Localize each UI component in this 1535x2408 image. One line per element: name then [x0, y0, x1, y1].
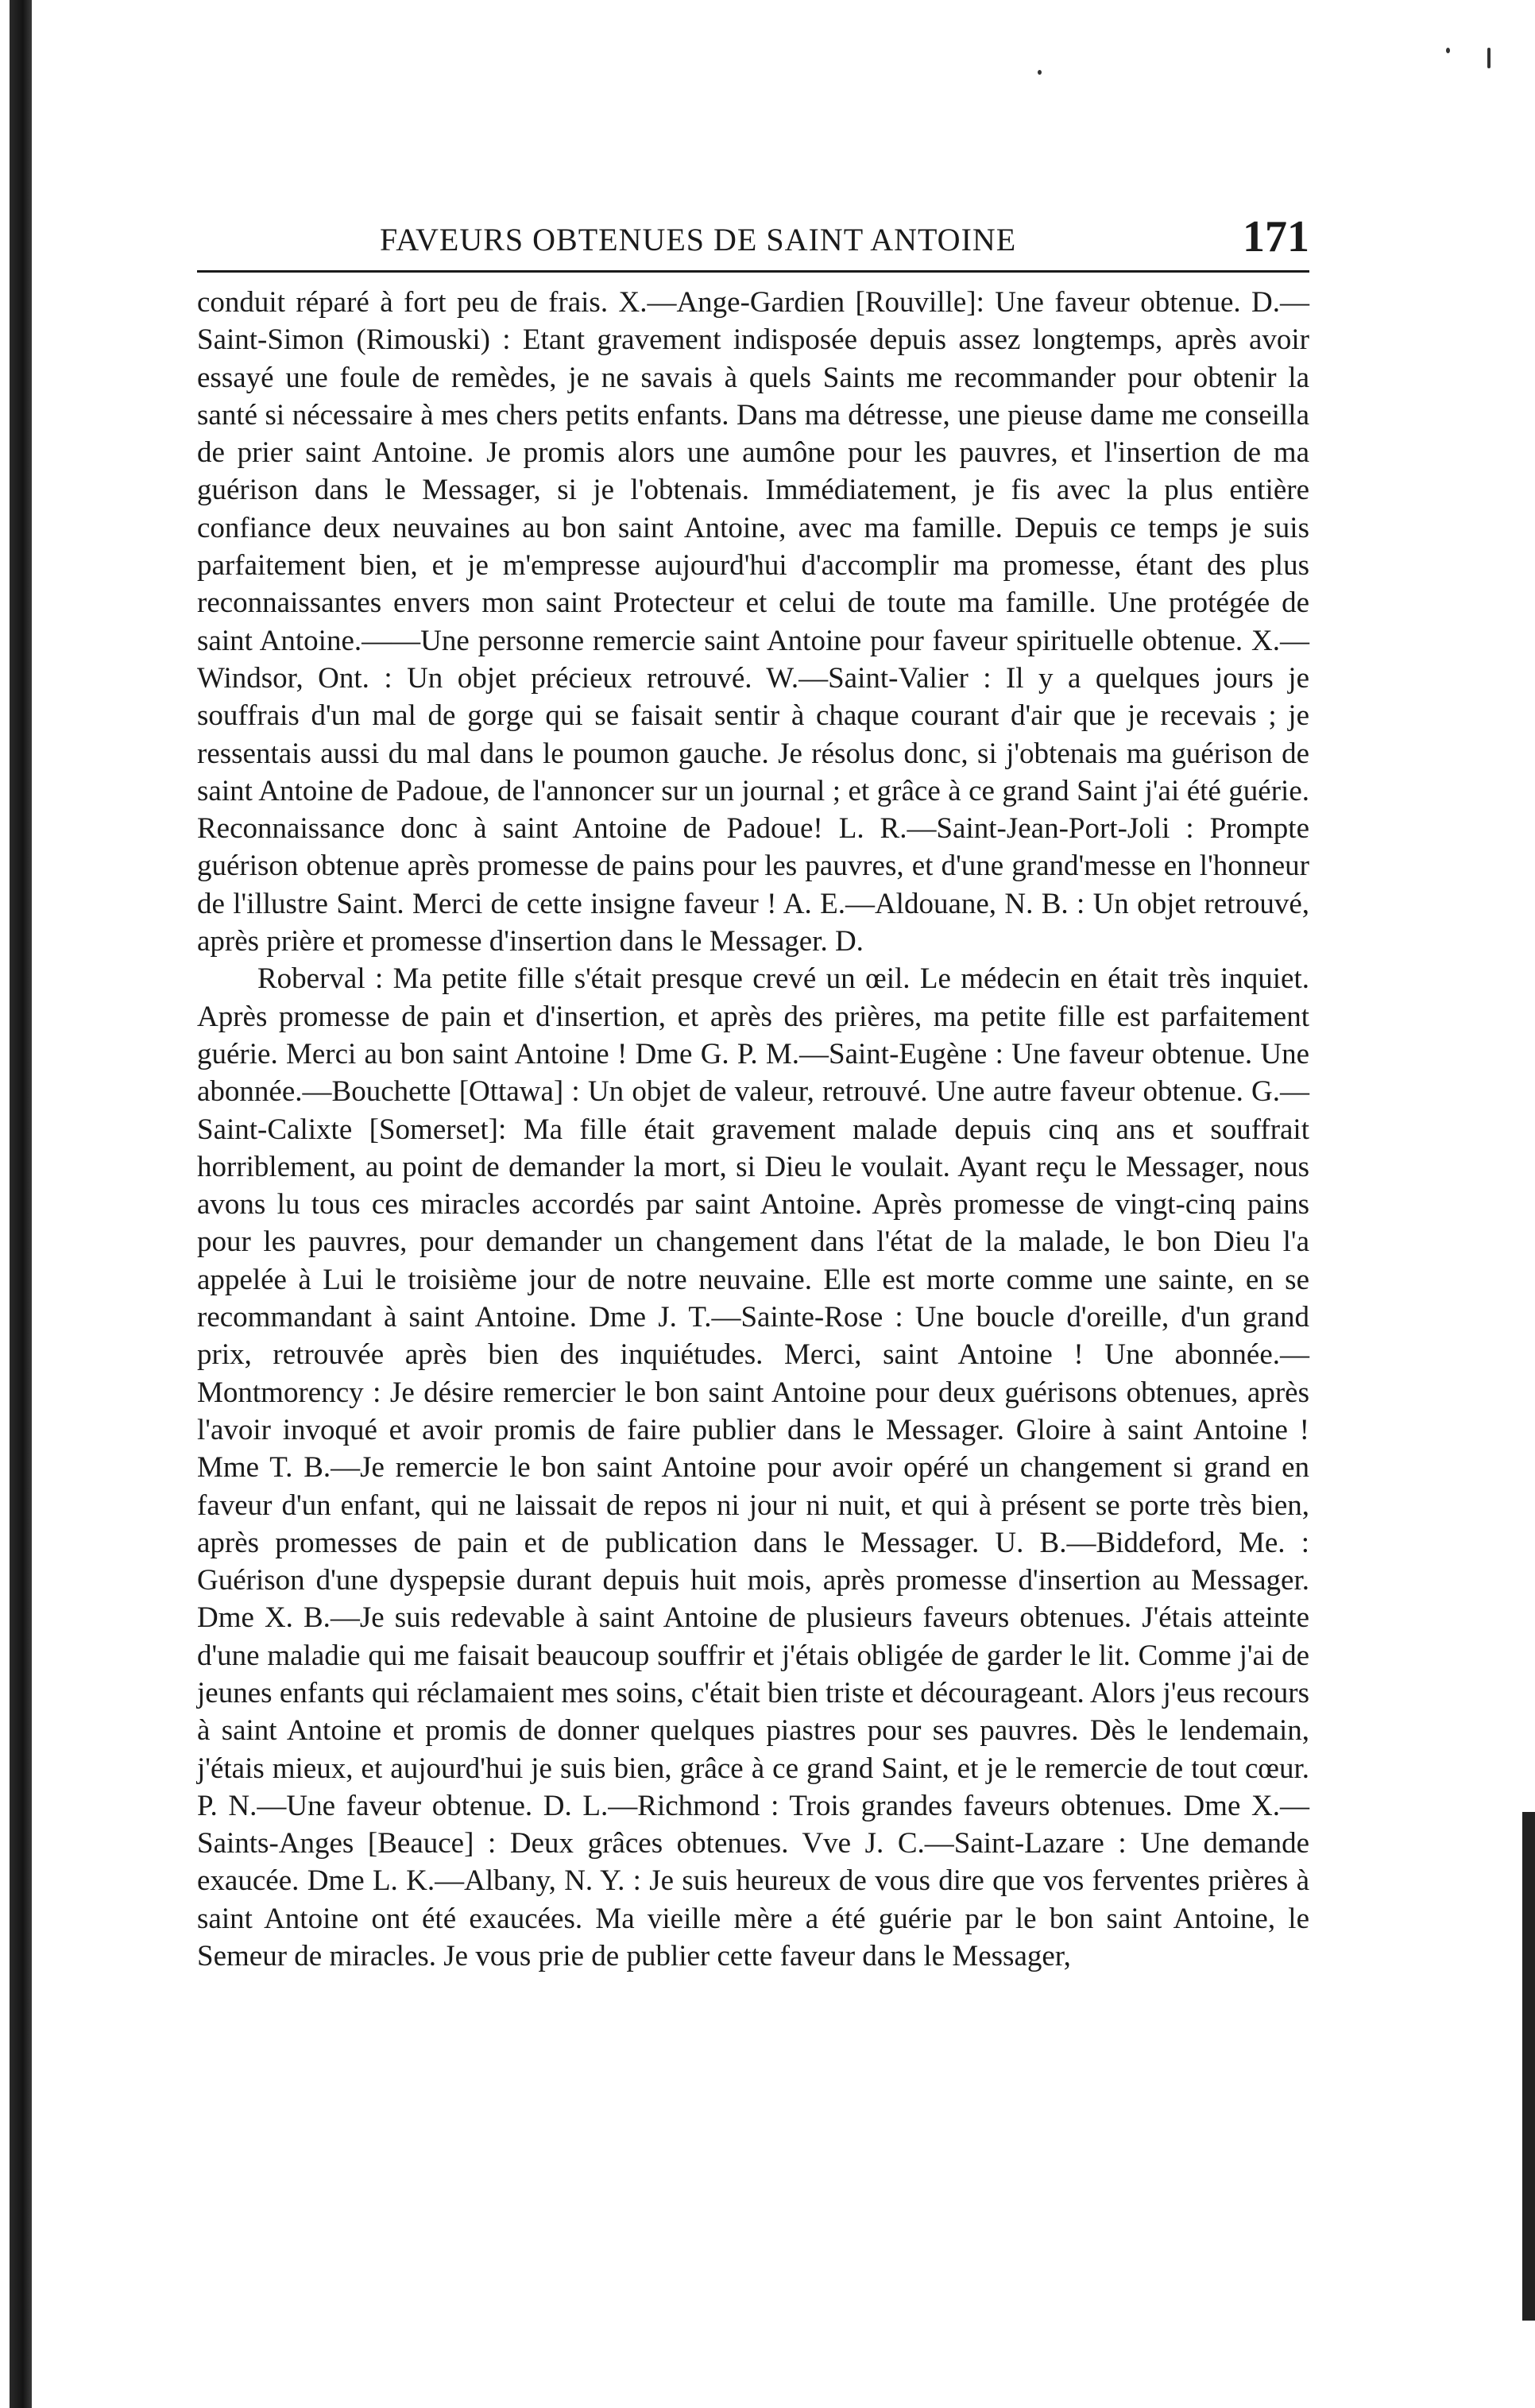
page-edge-shadow: [1522, 1812, 1535, 2321]
print-speck: [1038, 70, 1042, 75]
paragraph: Roberval : Ma petite fille s'était presque crevé un œil. Le médecin en était très inquiet. Après promesse de pain et d'insertion, et après des prières, ma petite fille est parfaitement guérie. Merci au bon saint Antoine ! Dme G. P. M.—Saint-Eugène : Une faveur obtenue. Une abonnée.—Bouchette [Ottawa] : Un objet de valeur, retrouvé. Une autre faveur obtenue. G.—Saint-Calixte [Somerset]: Ma fille était gravement malade depuis cinq ans et souffrait horriblement, au point de demander la mort, si Dieu le voulait. Ayant reçu le Messager, nous avons lu tous ces miracles accordés par saint Antoine. Après promesse de vingt-cinq pains pour les pauvres, pour demander un changement dans l'état de la malade, le bon Dieu l'a appelée à Lui le troisième jour de notre neuvaine. Elle est morte comme une sainte, en se recommandant à saint Antoine. Dme J. T.—Sainte-Rose : Une boucle d'oreille, d'un grand prix, retrouvée après bien des inquiétudes. Merci, saint Antoine ! Une abonnée.—Montmorency : Je désire remercier le bon saint Antoine pour deux guérisons obtenues, après l'avoir invoqué et avoir promis de faire publier dans le Messager. Gloire à saint Antoine ! Mme T. B.—Je remercie le bon saint Antoine pour avoir opéré un changement si grand en faveur d'un enfant, qui ne laissait de repos ni jour ni nuit, et qui à présent se porte très bien, après promesses de pain et de publication dans le Messager. U. B.—Biddeford, Me. : Guérison d'une dyspepsie durant depuis huit mois, après promesse d'insertion au Messager. Dme X. B.—Je suis redevable à saint Antoine de plusieurs faveurs obtenues. J'étais atteinte d'une maladie qui me faisait beaucoup souffrir et j'étais obligée de garder le lit. Comme j'ai de jeunes enfants qui réclamaient mes soins, c'était bien triste et décourageant. Alors j'eus recours à saint Antoine et promis de donner quelques piastres pour ses pauvres. Dès le lendemain, j'étais mieux, et aujourd'hui je suis bien, grâce à ce grand Saint, et je le remercie de tout cœur. P. N.—Une faveur obtenue. D. L.—Richmond : Trois grandes faveurs obtenues. Dme X.—Saints-Anges [Beauce] : Deux grâces obtenues. Vve J. C.—Saint-Lazare : Une demande exaucée. Dme L. K.—Albany, N. Y. : Je suis heureux de vous dire que vos ferventes prières à saint Antoine ont été exaucées. Ma vieille mère a été guérie par le bon saint Antoine, le Semeur de miracles. Je vous prie de publier cette faveur dans le Messager,: [197, 962, 1309, 1973]
print-speck: [1487, 48, 1491, 68]
book-page: [197, 207, 1309, 1975]
paragraph: conduit réparé à fort peu de frais. X.—Ange-Gardien [Rouville]: Une faveur obtenue. D.—Saint-Simon (Rimouski) : Etant gravement indisposée depuis assez longtemps, après avoir essayé une foule de remèdes, je ne savais à quels Saints me recommander pour obtenir la santé si nécessaire à mes chers petits enfants. Dans ma détresse, une pieuse dame me conseilla de prier saint Antoine. Je promis alors une aumône pour les pauvres, et l'insertion de ma guérison dans le Messager, si je l'obtenais. Immédiatement, je fis avec la plus entière confiance deux neuvaines au bon saint Antoine, avec ma famille. Depuis ce temps je suis parfaitement bien, et je m'empresse aujourd'hui d'accomplir ma promesse, étant des plus reconnaissantes envers mon saint Protecteur et celui de toute ma famille. Une protégée de saint Antoine.——Une personne remercie saint Antoine pour faveur spirituelle obtenue. X.—Windsor, Ont. : Un objet précieux retrouvé. W.—Saint-Valier : Il y a quelques jours je souffrais d'un mal de gorge qui se faisait sentir à chaque courant d'air que je recevais ; je ressentais aussi du mal dans le poumon gauche. Je résolus donc, si j'obtenais ma guérison de saint Antoine de Padoue, de l'annoncer sur un journal ; et grâce à ce grand Saint j'ai été guérie. Reconnaissance donc à saint Antoine de Padoue! L. R.—Saint-Jean-Port-Joli : Prompte guérison obtenue après promesse de pains pour les pauvres, et d'une grand'messe en l'honneur de l'illustre Saint. Merci de cette insigne faveur ! A. E.—Aldouane, N. B. : Un objet retrouvé, après prière et promesse d'insertion dans le Messager. D.: [197, 286, 1309, 958]
running-head: [197, 207, 1309, 270]
page-number: 171: [1243, 212, 1309, 261]
running-title: FAVEURS OBTENUES DE SAINT ANTOINE: [380, 222, 1017, 257]
print-speck: [1446, 48, 1450, 53]
text-column: [197, 284, 1309, 1975]
binding-edge: [10, 0, 32, 2408]
header-rule: [197, 270, 1309, 273]
